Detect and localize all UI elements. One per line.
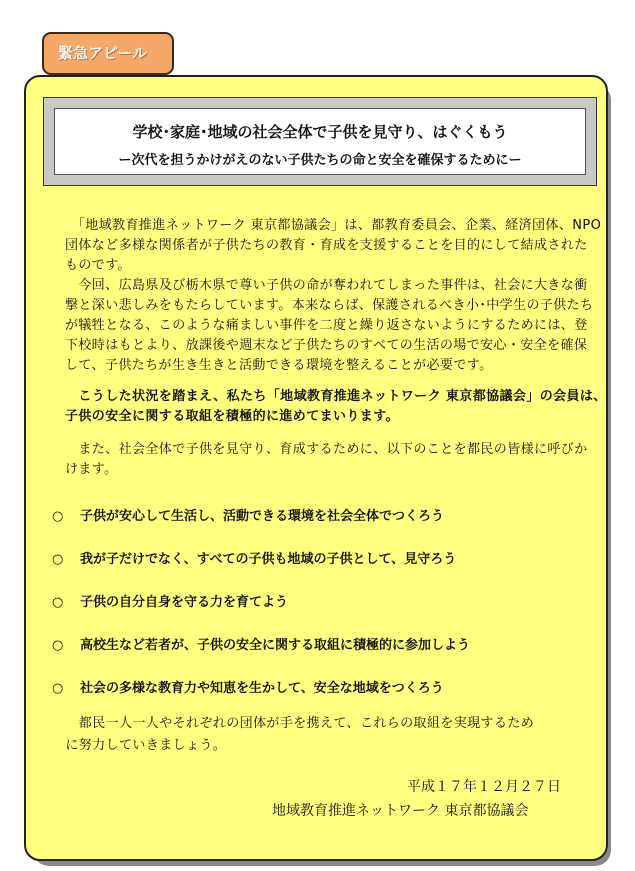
appeal-item	[52, 591, 288, 610]
circle-bullet-icon: ○	[52, 638, 64, 653]
appeal-item-text: 子供の自分自身を守る力を育てよう	[80, 595, 289, 610]
organization: 地域教育推進ネットワーク 東京都協議会	[272, 803, 529, 819]
appeal-item-text: 社会の多様な教育力や知恵を生かして、安全な地域をつくろう	[80, 681, 444, 696]
circle-bullet-icon: ○	[52, 595, 64, 610]
page-title: 学校･家庭･地域の社会全体で子供を見守り、はぐくもう	[132, 123, 508, 141]
appeal-item	[52, 548, 456, 567]
paragraph-line: 撃と深い悲しみをもたらしています。本来ならば、保護されるべき小･中学生の子供たち	[65, 298, 594, 313]
paragraph-line: して、子供たちが生き生きと活動できる環境を整えることが必要です。	[65, 358, 493, 373]
appeal-item-text: 我が子だけでなく、すべての子供も地域の子供として、見守ろう	[80, 552, 457, 567]
paragraph-line: 今回、広島県及び栃木県で尊い子供の命が奪われてしまった事件は、社会に大きな衝	[65, 278, 588, 293]
title-box	[43, 97, 597, 186]
circle-bullet-icon: ○	[52, 552, 64, 567]
appeal-item	[52, 634, 470, 653]
paragraph-line: けます。	[65, 462, 118, 477]
title-inner	[54, 108, 586, 175]
appeal-item-text: 高校生など若者が、子供の安全に関する取組に積極的に参加しよう	[80, 638, 471, 653]
page-subtitle: ー次代を担うかけがえのない子供たちの命と安全を確保するためにー	[118, 153, 522, 168]
emphasis-line: 子供の安全に関する取組を積極的に進めてまいります。	[65, 409, 399, 424]
date: 平成１７年１２月２７日	[407, 779, 561, 795]
paragraph-line: 下校時はもとより、放課後や週末など子供たちのすべての生活の場で安心・安全を確保	[65, 338, 588, 353]
tab-label: 緊急アピール	[58, 44, 148, 62]
closing-line: 都民一人一人やそれぞれの団体が手を携えて、これらの取組を実現するため	[52, 716, 535, 731]
paragraph-line: また、社会全体で子供を見守り、育成するために、以下のことを都民の皆様に呼びか	[65, 442, 588, 457]
appeal-item	[52, 677, 444, 696]
paragraph-line: ものです。	[65, 258, 131, 273]
circle-bullet-icon: ○	[52, 509, 64, 524]
paragraph-line: 団体など多様な関係者が子供たちの教育・育成を支援することを目的にして結成された	[65, 238, 588, 253]
paragraph-line: 「地域教育推進ネットワーク 東京都協議会」は、都教育委員会、企業、経済団体、NPO	[65, 218, 602, 233]
appeal-item	[52, 505, 444, 524]
paragraph-line: が犠牲となる、このような痛ましい事件を二度と繰り返さないようにするためには、登	[65, 318, 588, 333]
appeal-item-text: 子供が安心して生活し、活動できる環境を社会全体でつくろう	[80, 509, 445, 524]
appeal-tab	[42, 32, 174, 75]
emphasis-line: こうした状況を踏まえ、私たち「地域教育推進ネットワーク 東京都協議会」の会員は、	[65, 389, 607, 404]
closing-line: に努力していきましょう。	[52, 738, 227, 753]
circle-bullet-icon: ○	[52, 681, 64, 696]
